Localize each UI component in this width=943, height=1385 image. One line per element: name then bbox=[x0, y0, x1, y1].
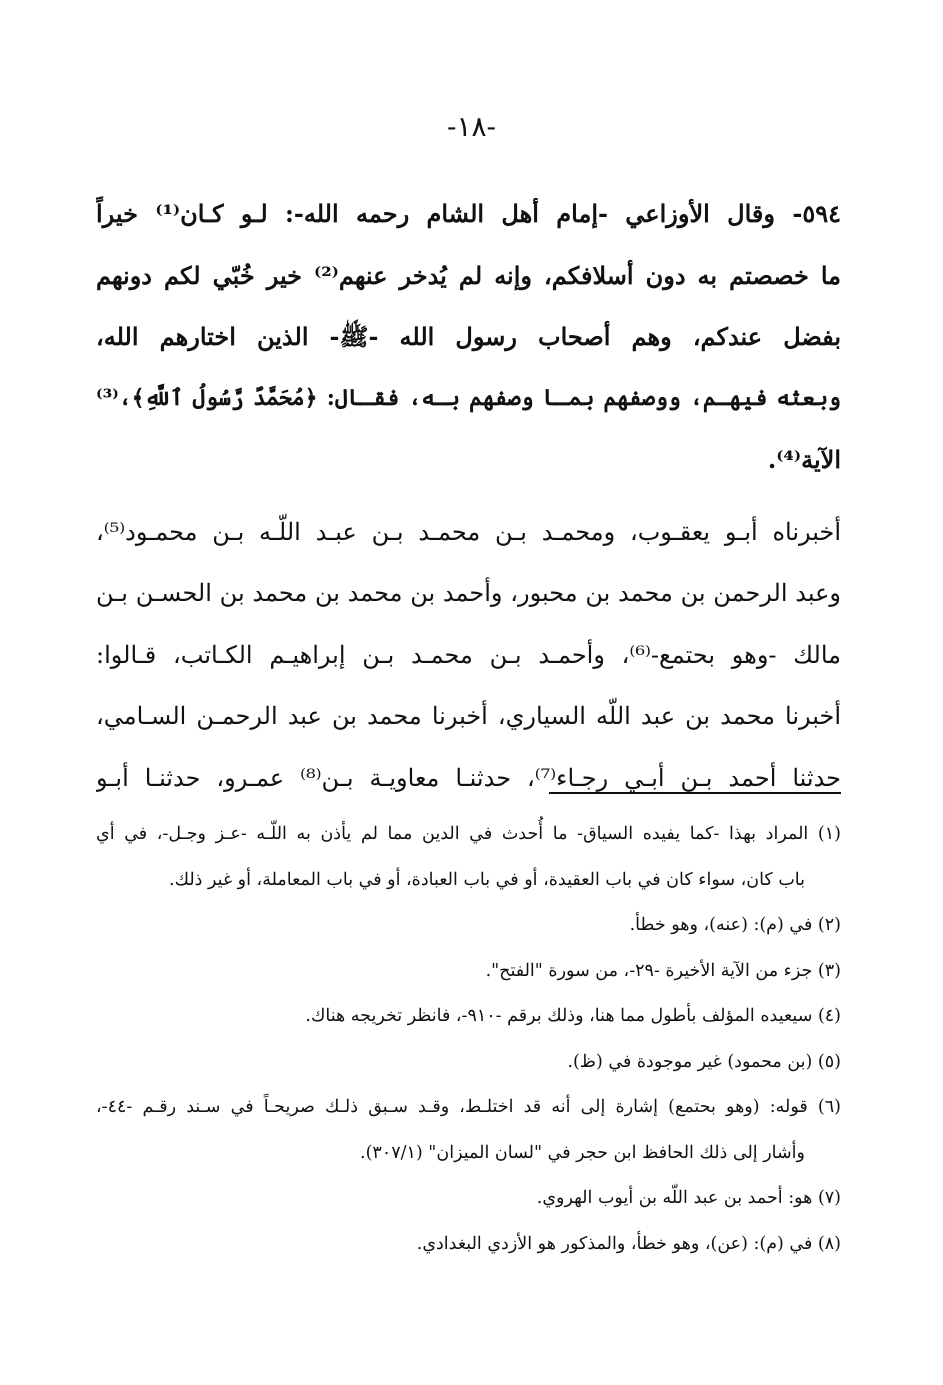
text-line: بفضل عندكم، وهم أصحاب رسول الله -ﷺ- الذين اختارهم الله، bbox=[96, 322, 841, 351]
text-line: وعبد الرحمن بن محمد بن محبور، وأحمد بن محمد بن محمد بن الحسـن بـن bbox=[96, 579, 841, 607]
text-line: أخبرنا محمد بن عبد اللّه السياري، أخبرنا محمد بن عبد الرحمـن السـامي، bbox=[96, 702, 841, 730]
footnote-7: (٧) هو: أحمد بن عبد اللّه بن أيوب الهروي. bbox=[536, 1188, 841, 1208]
narration-paragraph bbox=[96, 183, 841, 491]
footnote-8: (٨) في (م): (عن)، وهو خطأ، والمذكور هو الأزدي البغدادي. bbox=[416, 1233, 841, 1254]
paragraph-gap bbox=[96, 491, 841, 502]
text-line: ما خصصتم به دون أسلافكم، وإنه لم يُدخر عنهم⁽²⁾ خير خُبّي لكم دونهم bbox=[96, 260, 841, 290]
footnote-1: (١) المراد بهذا -كما يفيده السياق- ما أُحدث في الدين مما لم يأذن به اللّـه -عـز وجـل-، في أي bbox=[96, 824, 841, 844]
text-line: ٥٩٤- وقال الأوزاعي -إمام أهل الشام رحمه الله-: لـو كـان⁽¹⁾ خيراً bbox=[96, 199, 841, 228]
text-line: مالك -وهو بحتمع-⁽⁶⁾، وأحمـد بـن محمـد بـن إبراهيـم الكـاتب، قـالوا: bbox=[96, 640, 841, 669]
footnote-4: (٤) سيعيده المؤلف بأطول مما هنا، وذلك برقم -٩١٠-، فانظر تخريجه هناك. bbox=[305, 1006, 841, 1026]
main-text bbox=[96, 183, 841, 809]
footnote-6-continuation: وأشار إلى ذلك الحافظ ابن حجر في "لسان الميزان" (٣٠٧/١). bbox=[360, 1142, 805, 1163]
text-line: حدثنا أحمد بـن أبـي رجـاء⁽⁷⁾، حدثنـا معاويـة بـن⁽⁸⁾ عمـرو، حدثنـا أبـو bbox=[96, 763, 841, 792]
page-number: -١٨- bbox=[446, 110, 496, 143]
text-line: أخبرناه أبـو يعقـوب، ومحمـد بـن محمـد بـن عبـد اللّـه بـن محمـود⁽⁵⁾، bbox=[96, 517, 841, 546]
footnote-5: (٥) (بن محمود) غير موجودة في (ظ). bbox=[567, 1051, 841, 1072]
text-line: وبعثه فيهـم، ووصفهم بمـا وصفهم بـه، فقـال: ﴿مُحَمَّدٌ رَّسُولُ ٱللَّهِ﴾،⁽³⁾ bbox=[96, 384, 841, 411]
isnad-paragraph bbox=[96, 502, 841, 810]
footnote-2: (٢) في (م): (عنه)، وهو خطأ. bbox=[629, 915, 841, 935]
footnote-6: (٦) قوله: (وهو بحتمع) إشارة إلى أنه قد اختلـط، وقـد سـبق ذلـك صريحـاً في سـند رقـم -٤٤-، bbox=[96, 1097, 841, 1117]
footnote-separator bbox=[549, 792, 841, 794]
footnote-3: (٣) جزء من الآية الأخيرة -٢٩-، من سورة "الفتح". bbox=[485, 960, 841, 981]
footnotes bbox=[96, 812, 841, 1267]
text-line: الآية⁽⁴⁾. bbox=[767, 445, 841, 474]
footnote-1-continuation: باب كان، سواء كان في باب العقيدة، أو في باب العبادة، أو في باب المعاملة، أو غير ذلك. bbox=[169, 869, 805, 890]
